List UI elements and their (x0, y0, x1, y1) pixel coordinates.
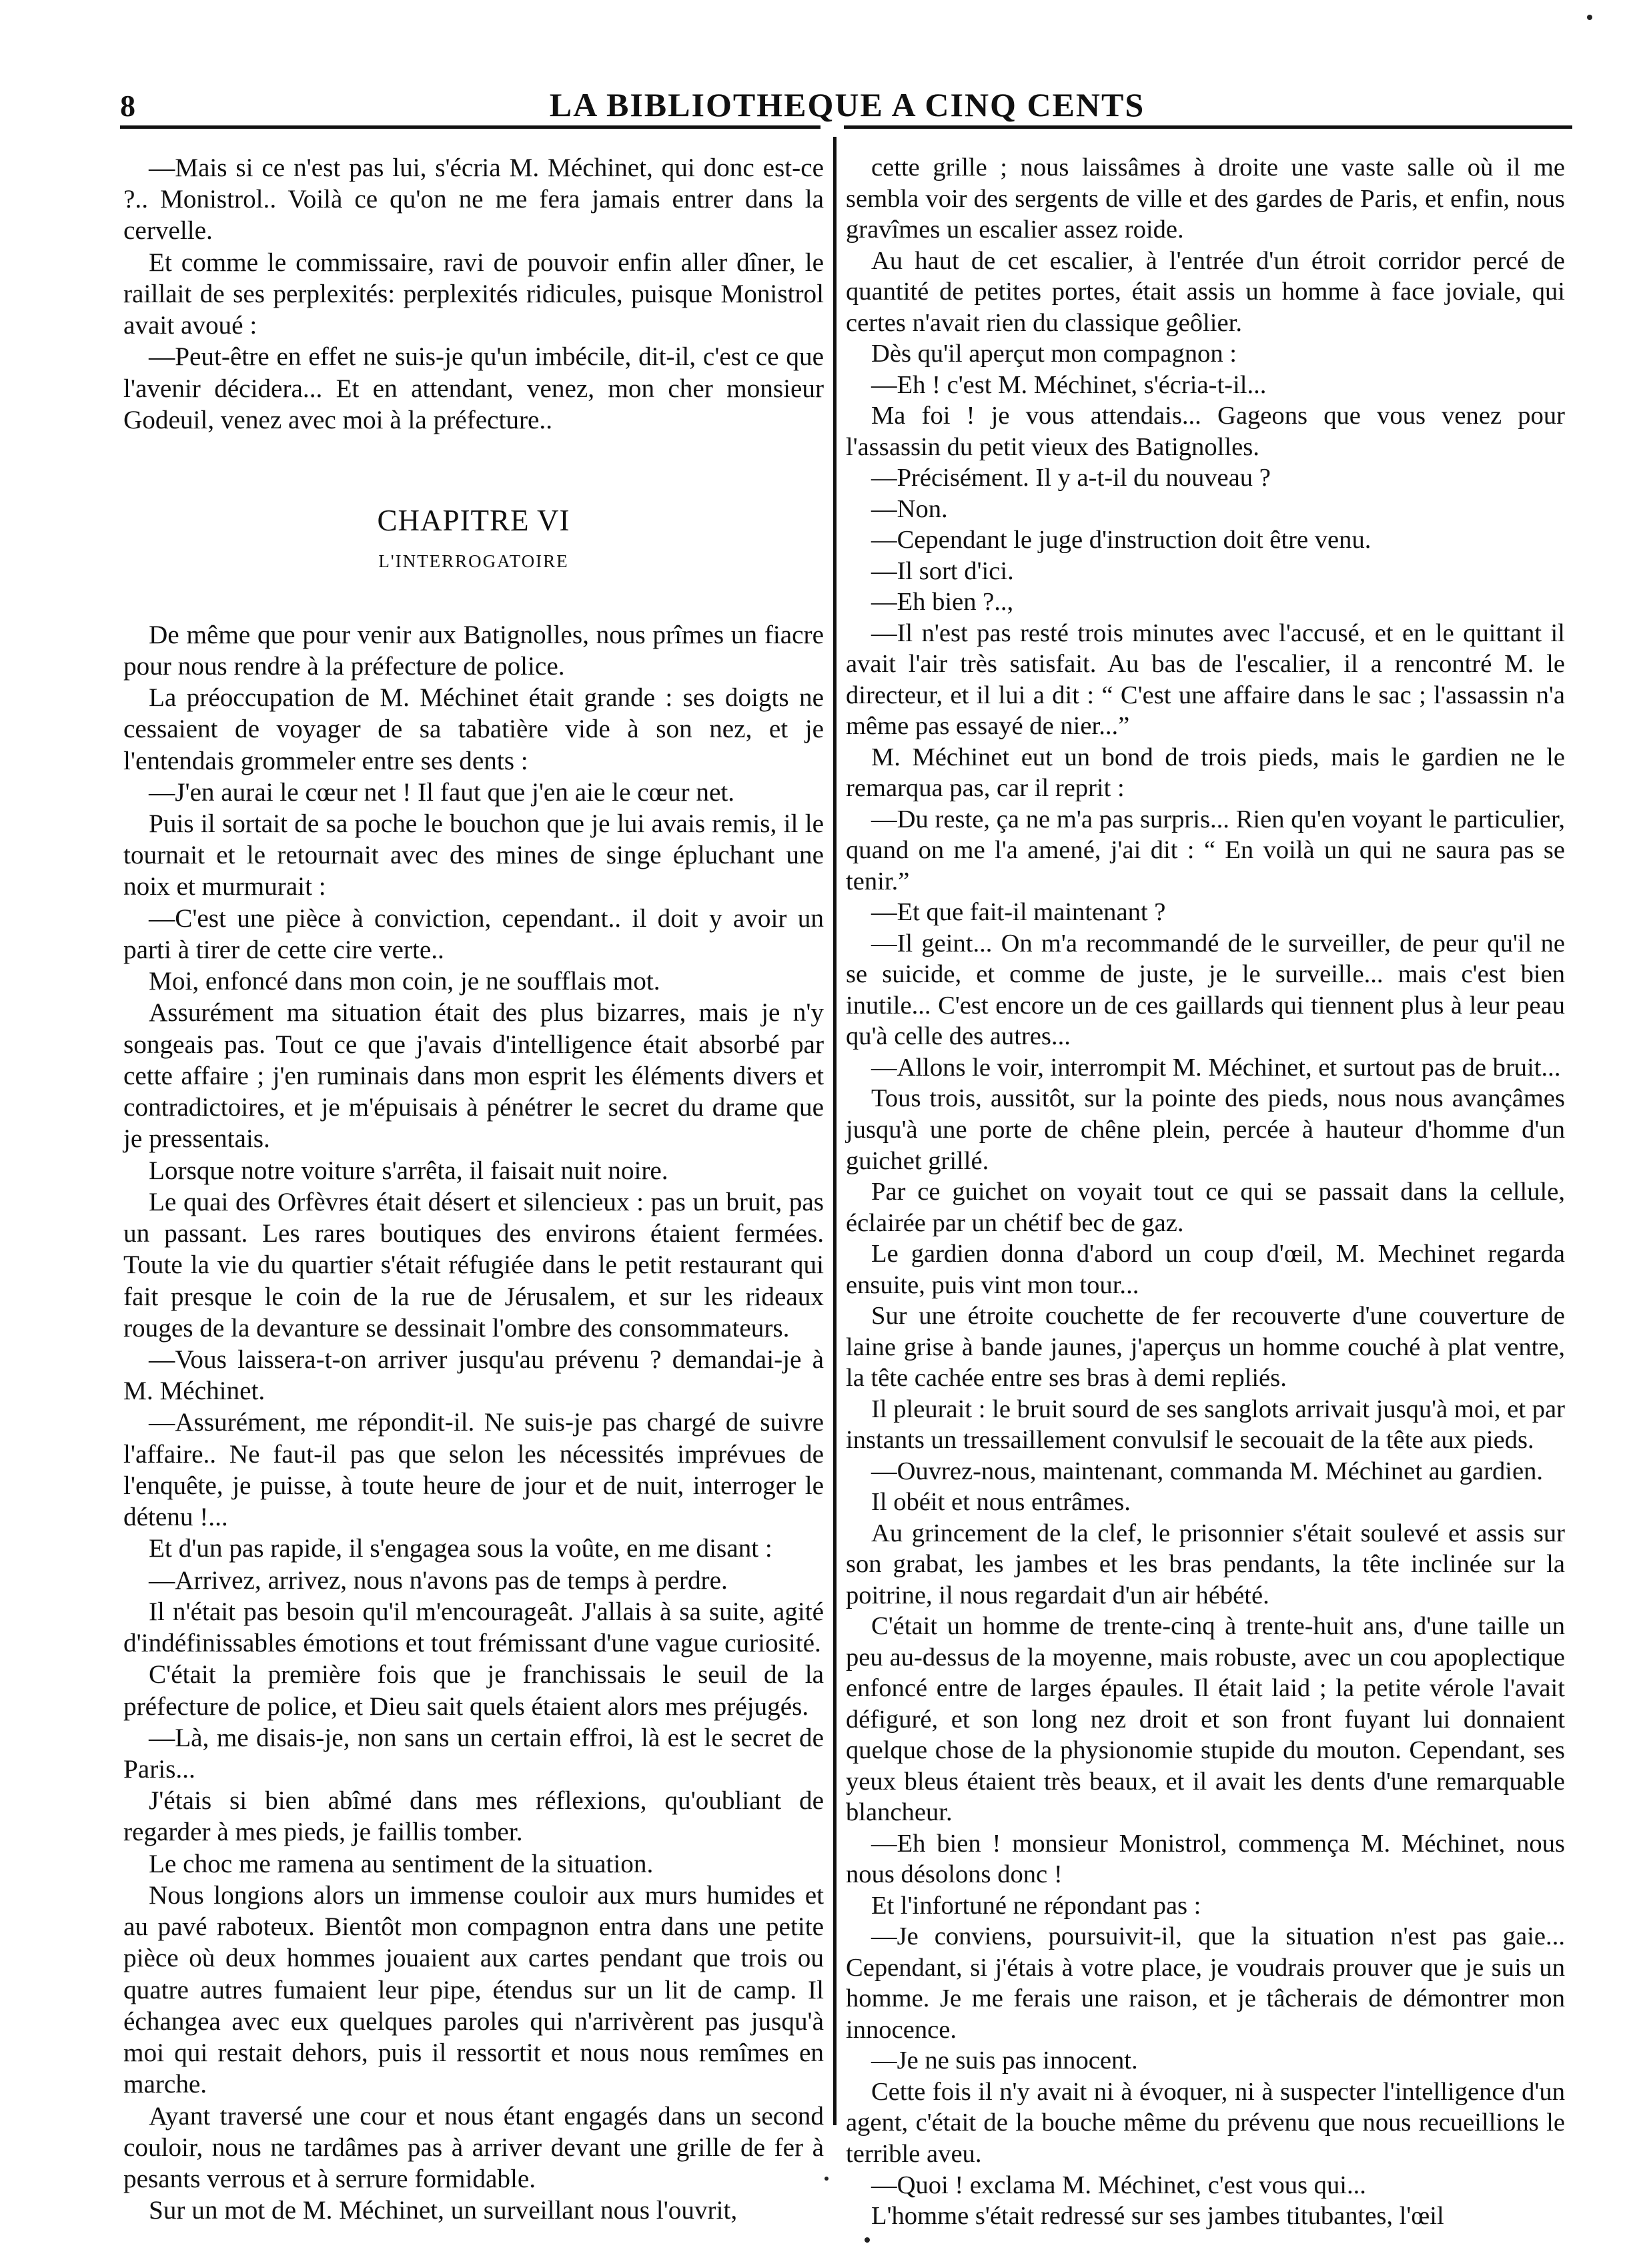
paragraph: Il obéit et nous entrâmes. (871, 1488, 1131, 1517)
paragraph: Lorsque notre voiture s'arrêta, il faisait nuit noire. (149, 1156, 668, 1185)
left-paragraphs-before (123, 152, 824, 436)
header-rule-right (844, 125, 1572, 129)
paragraph: —Cependant le juge d'instruction doit être venu. (871, 526, 1372, 554)
right-paragraphs (846, 152, 1565, 2232)
chapter-subtitle: L'INTERROGATOIRE (378, 551, 569, 572)
paragraph: —Non. (871, 494, 948, 523)
paragraph: Puis il sortait de sa poche le bouchon que je lui avais remis, il le tournait et le retournait avec des mines de singe épluchant une noix et murmurait : (123, 809, 824, 901)
paragraph: De même que pour venir aux Batignolles, nous prîmes un fiacre pour nous rendre à la préfecture de police. (123, 620, 824, 681)
paragraph: —Eh bien ! monsieur Monistrol, commença M. Méchinet, nous nous désolons donc ! (846, 1829, 1565, 1889)
paragraph: —Je conviens, poursuivit-il, que la situation n'est pas gaie... Cependant, si j'étais à votre place, je voudrais prouver que je suis un homme. Je me ferais une raison, et je tâcherais de démontrer mon innocence. (846, 1922, 1565, 2044)
paragraph: Par ce guichet on voyait tout ce qui se passait dans la cellule, éclairée par un chétif bec de gaz. (846, 1178, 1565, 1237)
paragraph: —Arrivez, arrivez, nous n'avons pas de temps à perdre. (149, 1565, 728, 1595)
paragraph: Moi, enfoncé dans mon coin, je ne soufflais mot. (149, 967, 660, 996)
chapter-title: CHAPITRE VI (377, 504, 570, 538)
paragraph: La préoccupation de M. Méchinet était grande : ses doigts ne cessaient de voyager de sa tabatière vide à son nez, et je l'entendais grommeler entre ses dents : (123, 683, 824, 775)
paragraph: Cette fois il n'y avait ni à évoquer, ni à suspecter l'intelligence d'un agent, c'était de la bouche même du prévenu que nous recueillions le terrible aveu. (846, 2077, 1565, 2168)
paragraph: —Je ne suis pas innocent. (871, 2046, 1138, 2075)
paragraph: —Ouvrez-nous, maintenant, commanda M. Méchinet au gardien. (871, 1457, 1544, 1485)
paragraph: Le gardien donna d'abord un coup d'œil, M. Mechinet regarda ensuite, puis vint mon tour... (846, 1240, 1565, 1299)
paragraph: —Eh ! c'est M. Méchinet, s'écria-t-il... (871, 370, 1267, 399)
page-header (120, 75, 1574, 128)
paragraph: —Et que fait-il maintenant ? (871, 898, 1166, 927)
paragraph: —C'est une pièce à conviction, cependant.. il doit y avoir un parti à tirer de cette cire verte.. (123, 903, 824, 964)
paragraph: Au grincement de la clef, le prisonnier s'était soulevé et assis sur son grabat, les jambes et les bras pendants, la tête inclinée sur la poitrine, il nous regardait d'un air hébété. (846, 1519, 1565, 1609)
ink-speck (825, 2177, 829, 2181)
page-number: 8 (120, 89, 135, 123)
paragraph: —Précisément. Il y a-t-il du nouveau ? (871, 464, 1271, 492)
paragraph: Et d'un pas rapide, il s'engagea sous la voûte, en me disant : (149, 1534, 772, 1563)
paragraph: Le quai des Orfèvres était désert et silencieux : pas un bruit, pas un passant. Les rares boutiques des environs étaient fermées. Toute la vie du quartier s'était réfugiée dans le petit restaurant qui fait presque le coin de la rue de Jérusalem, et sur les rideaux rouges de la devanture se dessinait l'ombre des consommateurs. (123, 1187, 824, 1343)
left-column (123, 152, 824, 2227)
paragraph: Il n'était pas besoin qu'il m'encourageât. J'allais à sa suite, agité d'indéfinissables émotions et tout frémissant d'une vague curiosité. (123, 1597, 824, 1658)
paragraph: Sur une étroite couchette de fer recouverte d'une couverture de laine grise à bande jaunes, j'aperçus un homme couché à plat ventre, la tête cachée entre ses bras à demi repliés. (846, 1302, 1565, 1393)
paragraph: Nous longions alors un immense couloir aux murs humides et au pavé raboteux. Bientôt mon compagnon entra dans une petite pièce où deux hommes jouaient aux cartes pendant que trois ou quatre autres fumaient leur pipe, étendus sur un lit de camp. Il échangea avec eux quelques paroles qui n'arrivèrent pas jusqu'à moi qui restait dehors, puis il ressortit et nous nous remîmes en marche. (123, 1880, 824, 2099)
ink-speck (865, 2237, 870, 2243)
paragraph: C'était la première fois que je franchissais le seuil de la préfecture de police, et Dieu sait quels étaient alors mes préjugés. (123, 1660, 824, 1721)
paragraph: —Mais si ce n'est pas lui, s'écria M. Méchinet, qui donc est-ce ?.. Monistrol.. Voilà ce qu'on ne me fera jamais entrer dans la cervelle. (123, 153, 824, 246)
left-paragraphs-after (123, 619, 824, 2227)
paragraph: —Il n'est pas resté trois minutes avec l'accusé, et en le quittant il avait l'air très satisfait. Au bas de l'escalier, il a rencontré M. le directeur, et il lui a dit : “ C'est une affaire dans le sac ; l'assassin n'a même pas essayé de nier...” (846, 619, 1565, 741)
paragraph: —Assurément, me répondit-il. Ne suis-je pas chargé de suivre l'affaire.. Ne faut-il pas que selon les nécessités imprévues de l'enquête, je puisse, à toute heure de jour et de nuit, interroger le détenu !... (123, 1408, 824, 1532)
paragraph: —Du reste, ça ne m'a pas surpris... Rien qu'en voyant le particulier, quand on me l'a amené, j'ai dit : “ En voilà un qui ne saura pas se tenir.” (846, 805, 1565, 895)
paragraph: —Il geint... On m'a recommandé de le surveiller, de peur qu'il ne se suicide, et comme de juste, je le surveille... mais c'est bien inutile... C'est encore un de ces gaillards qui tiennent plus à leur peau qu'à celle des autres... (846, 929, 1565, 1051)
running-title: LA BIBLIOTHEQUE A CINQ CENTS (549, 86, 1145, 123)
paragraph: —Là, me disais-je, non sans un certain effroi, là est le secret de Paris... (123, 1723, 824, 1784)
paragraph: —Vous laissera-t-on arriver jusqu'au prévenu ? demandai-je à M. Méchinet. (123, 1345, 824, 1406)
paragraph: cette grille ; nous laissâmes à droite une vaste salle où il me sembla voir des sergents de ville et des gardes de Paris, et enfin, nous gravîmes un escalier assez roide. (846, 153, 1565, 244)
paragraph: Assurément ma situation était des plus bizarres, mais je n'y songeais pas. Tout ce que j'avais d'intelligence était absorbé par cette affaire ; j'en ruminais dans mon esprit les éléments divers et contradictoires, et je m'épuisais à pénétrer le secret du drame que je pressentais. (123, 998, 824, 1154)
paragraph: Le choc me ramena au sentiment de la situation. (149, 1849, 654, 1878)
paragraph: Tous trois, aussitôt, sur la pointe des pieds, nous nous avançâmes jusqu'à une porte de chêne plein, percée à hauteur d'homme d'un guichet grillé. (846, 1084, 1565, 1175)
paragraph: —Peut-être en effet ne suis-je qu'un imbécile, dit-il, c'est ce que l'avenir décidera... Et en attendant, venez, mon cher monsieur Godeuil, venez avec moi à la préfecture.. (123, 342, 824, 434)
paragraph: Et l'infortuné ne répondant pas : (871, 1891, 1201, 1920)
paragraph: Dès qu'il aperçut mon compagnon : (871, 340, 1237, 368)
paragraph: Ma foi ! je vous attendais... Gageons que vous venez pour l'assassin du petit vieux des Batignolles. (846, 402, 1565, 461)
paragraph: —Allons le voir, interrompit M. Méchinet, et surtout pas de bruit... (871, 1053, 1561, 1082)
right-column (846, 152, 1565, 2232)
paragraph: C'était un homme de trente-cinq à trente-huit ans, d'une taille un peu au-dessus de la moyenne, mais robuste, avec un cou apoplectique enfoncé entre de larges épaules. Il était laid ; la petite vérole l'avait défiguré, et son long nez droit et son front fuyant lui donnaient quelque chose de la physionomie stupide du mouton. Cependant, ses yeux bleus étaient très beaux, et il avait les dents d'une remarquable blancheur. (846, 1612, 1565, 1827)
header-rule-left (120, 125, 820, 129)
paragraph: Ayant traversé une cour et nous étant engagés dans un second couloir, nous ne tardâmes pas à arriver devant une grille de fer à pesants verrous et à serrure formidable. (123, 2101, 824, 2194)
paragraph: —Quoi ! exclama M. Méchinet, c'est vous qui... (871, 2171, 1366, 2199)
paragraph: Et comme le commissaire, ravi de pouvoir enfin aller dîner, le raillait de ses perplexités: perplexités ridicules, puisque Monistrol avait avoué : (123, 248, 824, 340)
paragraph: Il pleurait : le bruit sourd de ses sanglots arrivait jusqu'à moi, et par instants un tressaillement convulsif le secouait de la tête aux pieds. (846, 1395, 1565, 1455)
paragraph: J'étais si bien abîmé dans mes réflexions, qu'oubliant de regarder à mes pieds, je faillis tomber. (123, 1786, 824, 1847)
paragraph: M. Méchinet eut un bond de trois pieds, mais le gardien ne le remarqua pas, car il reprit : (846, 743, 1565, 803)
paragraph: —J'en aurai le cœur net ! Il faut que j'en aie le cœur net. (149, 777, 735, 807)
paragraph: —Eh bien ?.., (871, 588, 1014, 617)
paragraph: —Il sort d'ici. (871, 556, 1014, 585)
ink-speck (1587, 15, 1592, 20)
paragraph: L'homme s'était redressé sur ses jambes titubantes, l'œil (871, 2202, 1444, 2231)
paragraph: Sur un mot de M. Méchinet, un surveillant nous l'ouvrit, (149, 2196, 738, 2225)
column-divider (833, 137, 837, 2125)
paragraph: Au haut de cet escalier, à l'entrée d'un étroit corridor percé de quantité de petites portes, était assis un homme à face joviale, qui certes n'avait rien du classique geôlier. (846, 246, 1565, 337)
